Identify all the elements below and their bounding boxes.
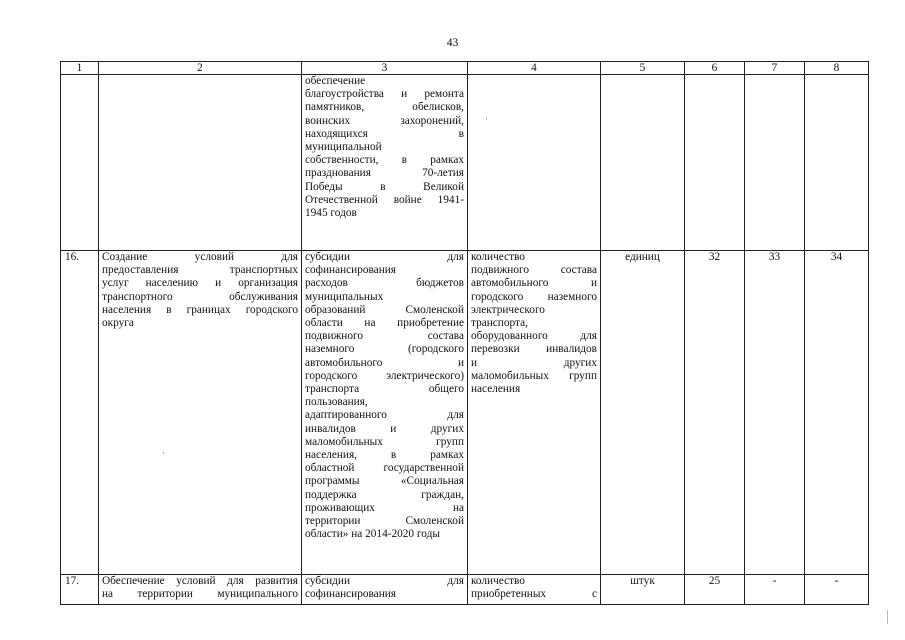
- cell-text-line: автомобильного и: [305, 356, 464, 369]
- program-indicators-table: [60, 61, 869, 605]
- column-header: 8: [805, 62, 869, 75]
- expense-description-cell: [302, 251, 468, 575]
- cell-text-line: областной государственной: [305, 462, 464, 475]
- cell-text-line: Отечественной войне 1941-: [305, 193, 464, 206]
- scan-speck: [486, 118, 487, 120]
- cell-text-line: предоставления транспортных: [102, 264, 298, 277]
- cell-text-line: пользования,: [305, 396, 368, 409]
- scan-speck: [163, 452, 164, 454]
- value-cell: -: [745, 575, 805, 605]
- row-number-cell: [61, 75, 99, 251]
- cell-text-line: благоустройства и ремонта: [305, 88, 464, 101]
- cell-text-line: субсидии для: [305, 575, 464, 587]
- column-header: 6: [685, 62, 745, 75]
- cell-text-line: 1945 годов: [305, 207, 357, 220]
- cell-text-line: воинских захоронений,: [305, 114, 464, 127]
- value-cell: 33: [745, 251, 805, 575]
- value-cell: -: [805, 575, 869, 605]
- activity-name-cell: [99, 75, 302, 251]
- cell-text-line: находящихся в: [305, 127, 464, 140]
- cell-text-line: приобретенных с: [471, 588, 597, 601]
- indicator-cell: [468, 75, 601, 251]
- column-header: 5: [601, 62, 685, 75]
- column-header: 4: [468, 62, 601, 75]
- cell-text-line: наземного (городского: [305, 343, 464, 356]
- indicator-cell: [468, 251, 601, 575]
- cell-text-line: транспортного обслуживания: [102, 290, 298, 303]
- cell-text-line: Победы в Великой: [305, 180, 464, 193]
- cell-text-line: собственности, в рамках: [305, 154, 464, 167]
- cell-text-line: памятников, обелисков,: [305, 101, 464, 114]
- unit-cell: [601, 75, 685, 251]
- column-number-row: [61, 62, 869, 75]
- cell-text-line: на территории муниципального: [102, 588, 298, 601]
- cell-text-line: количество: [471, 575, 525, 587]
- cell-text-line: городского наземного: [471, 290, 597, 303]
- value-cell: 34: [805, 251, 869, 575]
- cell-text-line: расходов бюджетов: [305, 277, 464, 290]
- cell-text-line: перевозки инвалидов: [471, 343, 597, 356]
- value-cell: 32: [685, 251, 745, 575]
- cell-text-line: и других: [471, 356, 597, 369]
- cell-text-line: Обеспечение условий для развития: [102, 575, 298, 587]
- cell-text-line: транспорта,: [471, 317, 528, 330]
- cell-text-line: территории Смоленской: [305, 515, 464, 528]
- cell-text-line: софинансирования: [305, 264, 396, 277]
- activity-name-cell: [99, 251, 302, 575]
- cell-text-line: софинансирования: [305, 588, 396, 601]
- cell-text-line: инвалидов и других: [305, 422, 464, 435]
- cell-text-line: населения: [471, 383, 521, 396]
- cell-text-line: электрического: [471, 303, 545, 316]
- cell-text-line: образований Смоленской: [305, 303, 464, 316]
- row-number-cell: 17.: [61, 575, 99, 605]
- cell-text-line: области на приобретение: [305, 317, 464, 330]
- cell-text-line: автомобильного и: [471, 277, 597, 290]
- cell-text-line: обеспечение: [305, 75, 366, 87]
- cell-text-line: населения в границах городского: [102, 303, 298, 316]
- cell-text-line: муниципальных: [305, 290, 384, 303]
- cell-text-line: области» на 2014-2020 годы: [305, 528, 440, 541]
- value-cell: [745, 75, 805, 251]
- column-header: 3: [302, 62, 468, 75]
- expense-description-cell: [302, 575, 468, 605]
- column-header: 1: [61, 62, 99, 75]
- value-cell: [805, 75, 869, 251]
- cell-text-line: поддержка граждан,: [305, 488, 464, 501]
- cell-text-line: населения, в рамках: [305, 449, 464, 462]
- scan-edge-mark: [887, 610, 888, 624]
- cell-text-line: субсидии для: [305, 251, 464, 263]
- cell-text-line: адаптированного для: [305, 409, 464, 422]
- cell-text-line: маломобильных групп: [305, 435, 464, 448]
- cell-text-line: подвижного состава: [471, 264, 597, 277]
- table-row: [61, 251, 869, 575]
- expense-description-cell: [302, 75, 468, 251]
- cell-text-line: муниципальной: [305, 141, 382, 154]
- cell-text-line: подвижного состава: [305, 330, 464, 343]
- cell-text-line: проживающих на: [305, 501, 464, 514]
- column-header: 7: [745, 62, 805, 75]
- cell-text-line: количество: [471, 251, 525, 263]
- cell-text-line: округа: [102, 317, 134, 330]
- value-cell: [685, 75, 745, 251]
- cell-text-line: городского электрического): [305, 369, 464, 382]
- unit-cell: единиц: [601, 251, 685, 575]
- value-cell: 25: [685, 575, 745, 605]
- indicator-cell: [468, 575, 601, 605]
- cell-text-line: услуг населению и организация: [102, 277, 298, 290]
- cell-text-line: Создание условий для: [102, 251, 298, 263]
- cell-text-line: транспорта общего: [305, 383, 464, 396]
- row-number-cell: 16.: [61, 251, 99, 575]
- activity-name-cell: [99, 575, 302, 605]
- cell-text-line: маломобильных групп: [471, 369, 597, 382]
- cell-text-line: празднования 70-летия: [305, 167, 464, 180]
- unit-cell: штук: [601, 575, 685, 605]
- page-number: 43: [446, 37, 459, 49]
- cell-text-line: программы «Социальная: [305, 475, 464, 488]
- table-row: [61, 75, 869, 251]
- column-header: 2: [99, 62, 302, 75]
- table-row: [61, 575, 869, 605]
- cell-text-line: оборудованного для: [471, 330, 597, 343]
